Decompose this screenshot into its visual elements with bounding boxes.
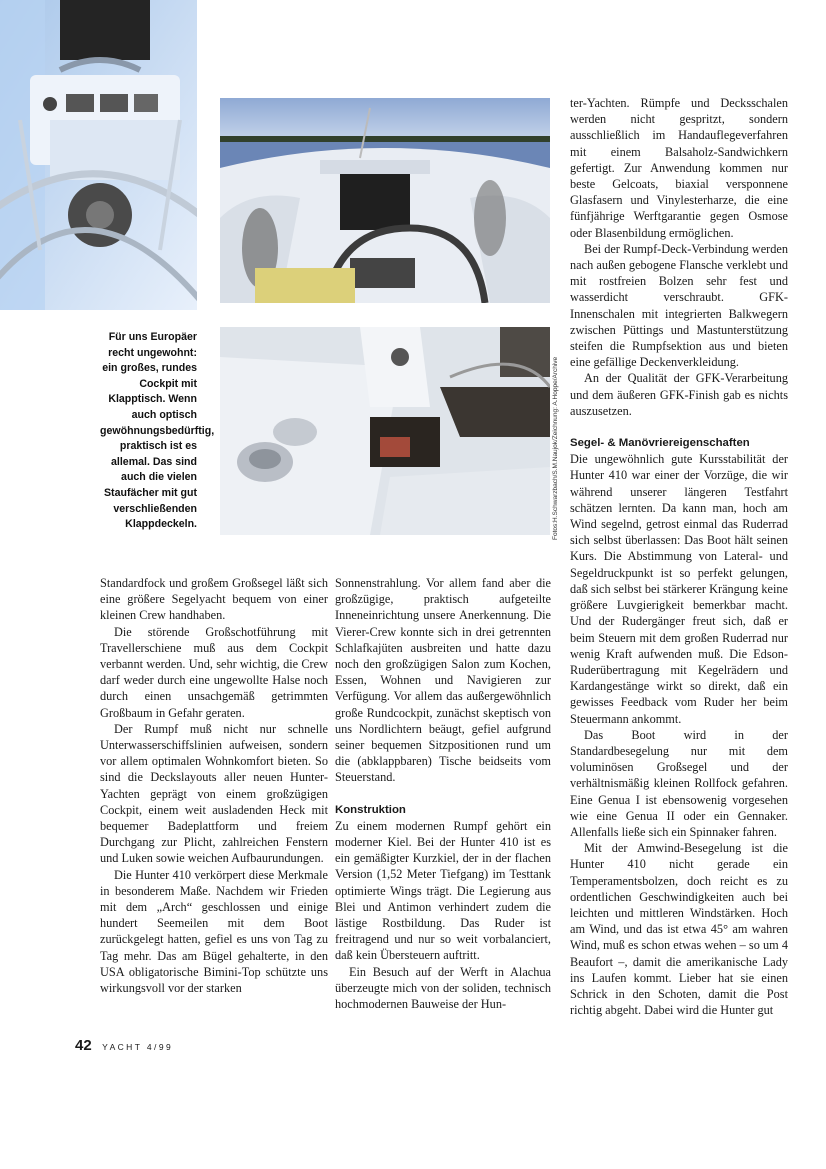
paragraph: Die ungewöhnlich gute Kursstabilität der Hunter 410 war einer der Vorzüge, die wir während unserer längeren Testfahrt schätzen lernten. Da kann man, hoch am Wind segelnd, getrost einmal das Ruderrad sich selbst überlassen: Das Boot hält seinen Kurs. Die Abstimmung von Lateral- und Segeldruckpunkt ist so perfekt gelungen, daß sich selbst bei stärkerer Krängung keine größere Luvgierigkeit bemerkbar macht. Und der Rudergänger freut sich, daß er beim Steuern mit dem großen Ruderrad nur wenig Kraft aufwenden muß. Die Edson-Ruderübertragung mit Kegelrädern und Kardangestänge wirkt so direkt, daß ein gewisses Feedback vom Ruder her beim Steuermann ankommt.: [570, 452, 788, 726]
paragraph: Die Hunter 410 verkörpert diese Merkmale in besonderem Maße. Nachdem wir Frieden mit dem „Arch“ geschlossen und einige hundert Seemeilen mit dem Boot zurückgelegt hatten, gefiel es uns von Tag zu Tag mehr. Das am Bügel gehalterte, in den USA obligatorische Bimini-Top schützte uns wirkungsvoll vor der starken: [100, 867, 328, 996]
paragraph: Bei der Rumpf-Deck-Verbindung werden nach außen gebogene Flansche verklebt und mit rostfreien Bolzen sehr fest und wasserdicht verschraubt. GFK-Innenschalen mit integrierten Balkwegern zwischen Püttings und Mastunterstützung steifen die Rumpfsektion aus und bieten eine gefällige Deckenverkleidung.: [570, 241, 788, 370]
section-heading-segel: Segel- & Manövriereigenschaften: [570, 437, 750, 450]
paragraph: Das Boot wird in der Standardbesegelung nur mit dem voluminösen Großsegel und der verhältnismäßig kleinen Rollfock gefahren. Eine Genua I ist ebensowenig vorgesehen wie eine Genua II oder ein Gennaker. Allenfalls ließe sich ein Spinnaker fahren.: [570, 727, 788, 839]
paragraph: Die störende Großschotführung mit Travellerschiene muß aus dem Cockpit verbannt werden. Und, sehr wichtig, die Crew darf weder durch eine ungewollte Halse noch durch einen unsachgemäß getrimmten Großbaum in Gefahr geraten.: [100, 624, 328, 720]
paragraph: An der Qualität der GFK-Verarbeitung und dem äußeren GFK-Finish gab es nichts auszusetzen.: [570, 371, 788, 418]
cockpit-wheel-photo: [220, 98, 550, 303]
paragraph: Ein Besuch auf der Werft in Alachua überzeugte mich von der soliden, technisch hochmodernen Bauweise der Hun-: [335, 964, 551, 1012]
cockpit-instruments-photo: [0, 0, 197, 310]
paragraph: Sonnenstrahlung. Vor allem fand aber die großzügige, praktisch aufgeteilte Inneneinrichtung unsere Anerkennung. Die Vierer-Crew konnte sich in drei getrennten Schlafkajüten ausbreiten und hatte dazu noch den großzügigen Salon zum Kochen, Essen, Wohnen und Navigieren zur Verfügung. Vor allem das außergewöhnlich große Rundcockpit, zunächst skeptisch von uns Nordlichtern beäugt, gefiel aufgrund seiner bequemen Sitzpositionen rund um die (abklappbaren) Tische beidseits vom Steuerstand.: [335, 576, 551, 785]
page-footer: [75, 1037, 173, 1055]
paragraph: ter-Yachten. Rümpfe und Decksschalen werden nicht gespritzt, sondern ausschließlich im Handauflegeverfahren mit einem Balsaholz-Sandwichkern gefertigt. Zur Anwendung kommen nur beste Gelcoats, biaxial versponnene Glasfasern und Vinylesterharze, die eine fünfjährige Werftgarantie gegen Osmose oder Blasenbildung ermöglichen.: [570, 96, 788, 240]
paragraph: Mit der Amwind-Besegelung ist die Hunter 410 nicht gerade ein Temperamentsbolzen, doch reicht es zu ordentlichen Geschwindigkeiten auch bei leichten und mittleren Windstärken. Hoch am Wind, und das ist etwa 45° am wahren Wind, muß es schon etwas wehen – so um 4 Beaufort –, damit die amerikanische Lady ins Laufen kommt. Lieber hat sie einen Schrick in den Schoten, damit die Post richtig abgeht. Dabei wird die Hunter gut: [570, 841, 788, 1018]
photo-credit-text: Fotos:H.Schwarzbach/S.M.Naujok/Zeichnung: A.Hoppe/Archive: [552, 356, 559, 540]
stowage-lockers-photo: [220, 327, 550, 535]
text-column-1: [100, 575, 328, 996]
paragraph: Standardfock und großem Großsegel läßt sich eine größere Segelyacht bequem von einer kleinen Crew handhaben.: [100, 576, 328, 623]
photo-caption: Für uns Europäer recht ungewohnt: ein großes, rundes Cockpit mit Klapptisch. Wenn auch optisch gewöhnungsbedürftig, praktisch ist es allemal. Das sind auch die vielen Staufächer mit gut verschließenden Klappdeckeln.: [100, 331, 215, 531]
paragraph: Zu einem modernen Rumpf gehört ein moderner Kiel. Bei der Hunter 410 ist es ein gemäßigter Kurzkiel, der in der flachen Version (1,52 Meter Tiefgang) im Testtank optimierte Wings trägt. Die Legierung aus Blei und Antimon verhindert zudem die lästige Rostbildung. Das Ruder ist freitragend und nur so weit vorbalanciert, daß kein Übersteuern auftritt.: [335, 818, 551, 963]
photo-credit: [552, 356, 562, 550]
magazine-issue: YACHT 4/99: [102, 1042, 174, 1052]
page-number: 42: [75, 1037, 92, 1054]
section-heading-konstruktion: Konstruktion: [335, 803, 406, 816]
text-column-2: [335, 575, 551, 1012]
text-column-3: [570, 95, 788, 1018]
paragraph: Der Rumpf muß nicht nur schnelle Unterwasserschiffslinien aufweisen, sondern vor allem optimalen Wohnkomfort bieten. So sind die Deckslayouts aller neuen Hunter-Yachten geprägt von einem großzügigen Cockpit, einem weit ausladenden Heck mit bequemer Badeplattform und freiem Durchgang zur Plicht, zahlreichen Fenstern und Luken sowie weichen Aufbaurundungen.: [100, 721, 328, 866]
